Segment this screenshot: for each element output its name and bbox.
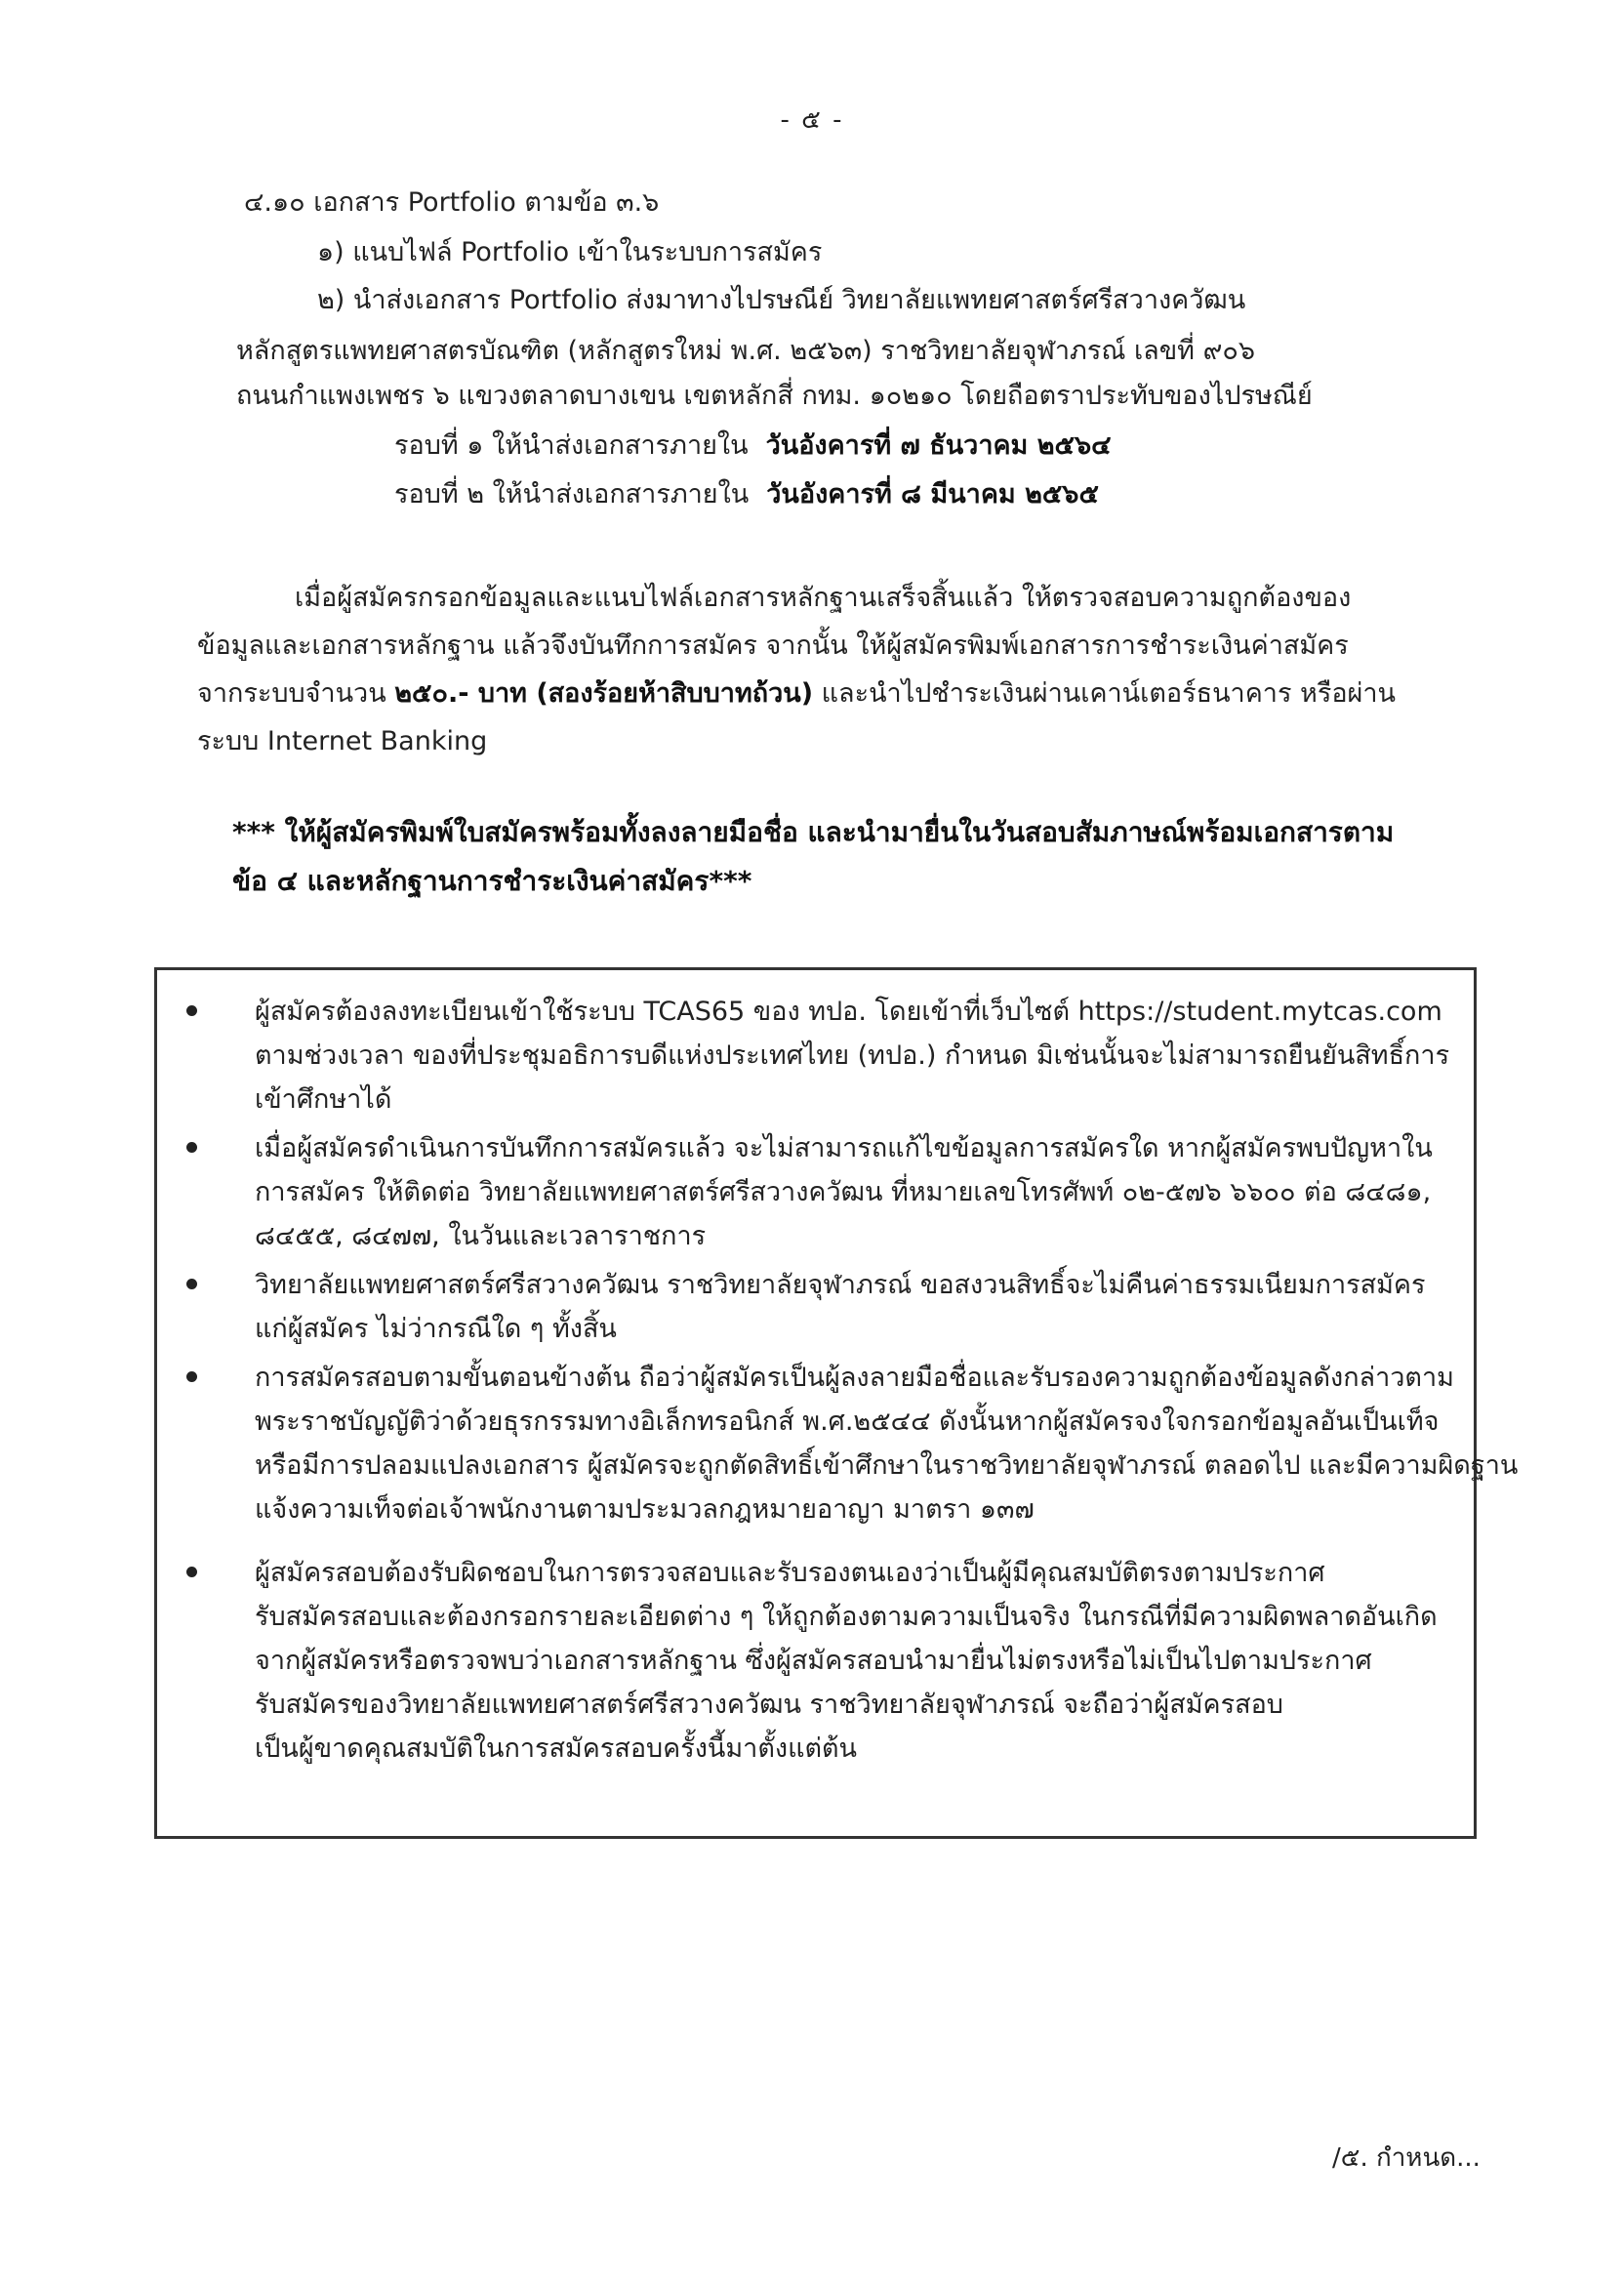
condition-line: รับสมัครของวิทยาลัยแพทยศาสตร์ศรีสวางควัฒน ราชวิทยาลัยจุฬาภรณ์ จะถือว่าผู้สมัครสอบ: [255, 1690, 1283, 1720]
round-2-date: วันอังคารที่ ๘ มีนาคม ๒๕๖๕: [766, 479, 1099, 510]
condition-text: [255, 990, 1455, 1121]
fee-amount: ๒๕๐.- บาท (สองร้อยห้าสิบบาทถ้วน): [394, 678, 814, 709]
condition-text: [255, 1263, 1455, 1351]
condition-line: การสมัคร ให้ติดต่อ วิทยาลัยแพทยศาสตร์ศรีสวางควัฒน ที่หมายเลขโทรศัพท์ ๐๒-๕๗๖ ๖๖๐๐ ต่อ ๘๔๘๑,: [255, 1177, 1432, 1207]
note-line-2: ข้อ ๔ และหลักฐานการชำระเงินค่าสมัคร***: [232, 865, 752, 897]
payment-paragraph: [197, 574, 1451, 765]
condition-line: เข้าศึกษาได้: [255, 1084, 392, 1115]
next-page-reference: /๕. กำหนด...: [1332, 2143, 1481, 2173]
bullet-icon: [186, 1567, 197, 1577]
note-line-1: *** ให้ผู้สมัครพิมพ์ใบสมัครพร้อมทั้งลงลายมือชื่อ และนำมายื่นในวันสอบสัมภาษณ์พร้อมเอกสารตาม: [232, 816, 1395, 848]
submission-round-2: [394, 475, 1099, 514]
portfolio-item-1: ๑) แนบไฟล์ Portfolio เข้าในระบบการสมัคร: [317, 237, 823, 267]
condition-text: [255, 1126, 1455, 1258]
condition-line: หรือมีการปลอมแปลงเอกสาร ผู้สมัครจะถูกตัดสิทธิ์เข้าศึกษาในราชวิทยาลัยจุฬาภรณ์ ตลอดไป และมีความผิดฐาน: [255, 1450, 1519, 1481]
condition-line: ผู้สมัครสอบต้องรับผิดชอบในการตรวจสอบและรับรองตนเองว่าเป็นผู้มีคุณสมบัติตรงตามประกาศ: [255, 1558, 1325, 1588]
conditions-box: [154, 967, 1519, 1839]
page-number: - ๕ -: [780, 105, 844, 135]
condition-line: เมื่อผู้สมัครดำเนินการบันทึกการสมัครแล้ว จะไม่สามารถแก้ไขข้อมูลการสมัครใด หากผู้สมัครพบปัญหาใน: [255, 1133, 1433, 1163]
condition-line: ๘๔๕๕, ๘๔๗๗, ในวันและเวลาราชการ: [255, 1221, 707, 1251]
condition-line: การสมัครสอบตามขั้นตอนข้างต้น ถือว่าผู้สมัครเป็นผู้ลงลายมือชื่อและรับรองความถูกต้องข้อมูลดังกล่าวตาม: [255, 1363, 1454, 1393]
bullet-icon: [186, 1279, 197, 1289]
mailing-address-line-3: ถนนกำแพงเพชร ๖ แขวงตลาดบางเขน เขตหลักสี่ กทม. ๑๐๒๑๐ โดยถือตราประทับของไปรษณีย์: [236, 381, 1313, 411]
payment-line-3: [197, 670, 1451, 717]
condition-line: รับสมัครสอบและต้องกรอกรายละเอียดต่าง ๆ ให้ถูกต้องตามความเป็นจริง ในกรณีที่มีความผิดพลาดอันเกิด: [255, 1602, 1438, 1632]
condition-line: เป็นผู้ขาดคุณสมบัติในการสมัครสอบครั้งนี้มาตั้งแต่ต้น: [255, 1733, 857, 1764]
payment-line-1: เมื่อผู้สมัครกรอกข้อมูลและแนบไฟล์เอกสารหลักฐานเสร็จสิ้นแล้ว ให้ตรวจสอบความถูกต้องของ: [295, 583, 1352, 613]
condition-text: [255, 1356, 1519, 1531]
condition-line: วิทยาลัยแพทยศาสตร์ศรีสวางควัฒน ราชวิทยาลัยจุฬาภรณ์ ขอสงวนสิทธิ์จะไม่คืนค่าธรรมเนียมการสมัคร: [255, 1270, 1426, 1300]
payment-line-3-pre: จากระบบจำนวน: [197, 678, 395, 709]
condition-line: แก่ผู้สมัคร ไม่ว่ากรณีใด ๆ ทั้งสิ้น: [255, 1314, 617, 1344]
condition-line: ตามช่วงเวลา ของที่ประชุมอธิการบดีแห่งประเทศไทย (ทปอ.) กำหนด มิเช่นนั้นจะไม่สามารถยืนยันสิทธิ์การ: [255, 1040, 1450, 1071]
bullet-icon: [186, 1005, 197, 1016]
mailing-address-line-2: หลักสูตรแพทยศาสตรบัณฑิต (หลักสูตรใหม่ พ.ศ. ๒๕๖๓) ราชวิทยาลัยจุฬาภรณ์ เลขที่ ๙๐๖: [236, 336, 1255, 366]
portfolio-item-2: ๒) นำส่งเอกสาร Portfolio ส่งมาทางไปรษณีย์ วิทยาลัยแพทยศาสตร์ศรีสวางควัฒน: [317, 285, 1246, 315]
round-2-label: รอบที่ ๒ ให้นำส่งเอกสารภายใน: [394, 479, 750, 510]
bullet-icon: [186, 1142, 197, 1153]
round-1-label: รอบที่ ๑ ให้นำส่งเอกสารภายใน: [394, 430, 749, 461]
submission-round-1: [394, 427, 1112, 466]
condition-line: จากผู้สมัครหรือตรวจพบว่าเอกสารหลักฐาน ซึ่งผู้สมัครสอบนำมายื่นไม่ตรงหรือไม่เป็นไปตามประกาศ: [255, 1646, 1372, 1676]
section-heading: ๔.๑๐ เอกสาร Portfolio ตามข้อ ๓.๖: [244, 187, 660, 218]
payment-line-3-post: และนำไปชำระเงินผ่านเคาน์เตอร์ธนาคาร หรือผ่าน: [813, 678, 1396, 709]
condition-line: พระราชบัญญัติว่าด้วยธุรกรรมทางอิเล็กทรอนิกส์ พ.ศ.๒๕๔๔ ดังนั้นหากผู้สมัครจงใจกรอกข้อมูลอันเป็นเท็จ: [255, 1406, 1440, 1437]
condition-line: แจ้งความเท็จต่อเจ้าพนักงานตามประมวลกฎหมายอาญา มาตรา ๑๓๗: [255, 1494, 1035, 1525]
round-1-date: วันอังคารที่ ๗ ธันวาคม ๒๕๖๔: [765, 430, 1112, 461]
condition-text: [255, 1551, 1455, 1771]
bullet-icon: [186, 1371, 197, 1382]
condition-line: ผู้สมัครต้องลงทะเบียนเข้าใช้ระบบ TCAS65 ของ ทปอ. โดยเข้าที่เว็บไซต์ https://student.mytcas.com: [255, 997, 1442, 1027]
payment-line-2: ข้อมูลและเอกสารหลักฐาน แล้วจึงบันทึกการสมัคร จากนั้น ให้ผู้สมัครพิมพ์เอกสารการชำระเงินค่าสมัคร: [197, 631, 1349, 661]
payment-line-4: ระบบ Internet Banking: [197, 726, 488, 756]
important-note: [232, 808, 1462, 906]
